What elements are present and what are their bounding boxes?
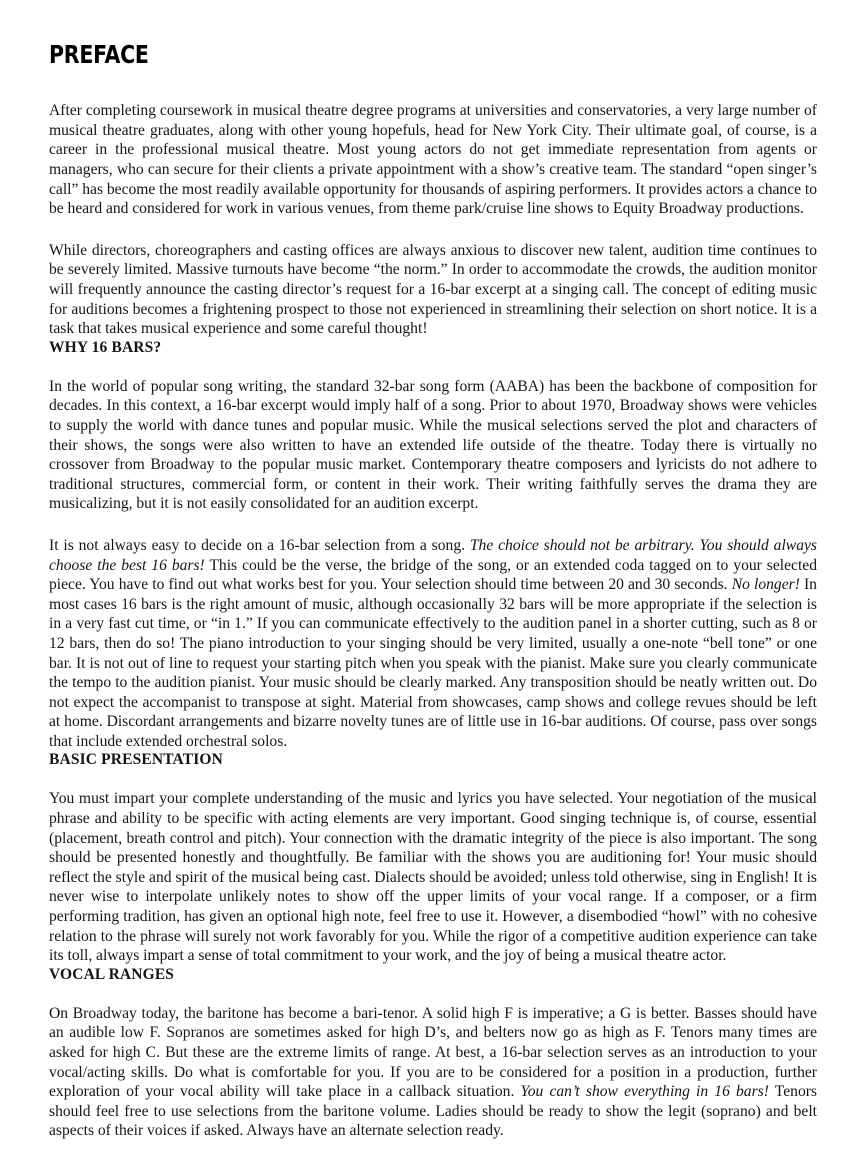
section-basic-presentation (49, 751, 817, 965)
emphasis-text: No longer! (731, 576, 800, 594)
body-text: It is not always easy to decide on a 16-bar selection from a song. (49, 536, 470, 554)
body-text: On Broadway today, the baritone has become a bari-tenor. A solid high F is imperative; a G is better. Basses should have an audible low F. Sopranos are sometimes asked for high D’s, and belters now go as high as F. Tenors many times are asked for high C. But these are the extreme limits of range. At best, a 16-bar selection serves as an introduction to your vocal/acting skills. Do what is comfortable for you. If you are to be considered for a position in a production, further exploration of your vocal ability will take place in a callback situation. (49, 1004, 817, 1101)
body-text: Tenors should feel free to use selections from the baritone volume. Ladies should be ready to show the legit (soprano) and belt aspects of their voices if asked. Always have an alternate selection ready. (49, 1083, 817, 1140)
paragraph-p1 (49, 101, 817, 219)
paragraph-p3 (49, 377, 817, 514)
body-text: In the world of popular song writing, the standard 32-bar song form (AABA) has been the backbone of composition for decades. In this context, a 16-bar excerpt would imply half of a song. Prior to about 1970, Broadway shows were vehicles to supply the world with dance tunes and popular music. While the musical selections served the plot and characters of their shows, the songs were also written to have an extended life outside of the theatre. Today there is virtually no crossover from Broadway to the popular music market. Contemporary theatre composers and lyricists do not adhere to traditional structures, commercial form, or content in their work. Their writing faithfully serves the drama they are musicalizing, but it is not easily consolidated for an audition excerpt. (49, 377, 817, 513)
body-text: This could be the verse, the bridge of the song, or an extended coda tagged on to your selected piece. You have to find out what works best for you. Your selection should time between 20 and 30 seconds. (49, 556, 818, 594)
emphasis-text: You can’t show everything in 16 bars! (520, 1083, 769, 1101)
section-intro (49, 101, 817, 339)
paragraph-p5 (49, 789, 817, 965)
paragraph-p6 (49, 1004, 817, 1141)
section-heading-vocal-ranges: VOCAL RANGES (49, 965, 175, 983)
emphasis-text: The choice should not be arbitrary. You should always choose the best 16 bars! (49, 536, 817, 574)
page-title: PREFACE (49, 40, 149, 69)
paragraph-p2 (49, 241, 817, 339)
body-text: You must impart your complete understanding of the music and lyrics you have selected. Your negotiation of the musical phrase and ability to be specific with acting elements are very important. Good singing technique is, of course, essential (placement, breath control and pitch). Your connection with the dramatic integrity of the piece is also important. The song should be presented honestly and thoughtfully. Be familiar with the shows you are auditioning for! Your music should reflect the style and spirit of the musical being cast. Dialects should be avoided; unless told otherwise, sing in English! It is never wise to interpolate unlikely notes to show off the upper limits of your vocal range. If a composer, or a firm performing tradition, has given an optional high note, feel free to use it. However, a disembodied “howl” with no cohesive relation to the phrase will surely not work favorably for you. While the rigor of a competitive audition experience can take its toll, always impart a sense of total commitment to your work, and the joy of being a musical theatre actor. (49, 790, 817, 965)
section-why-16-bars (49, 339, 817, 752)
section-heading-basic-presentation: BASIC PRESENTATION (49, 751, 223, 769)
paragraph-p4 (49, 536, 817, 752)
document-body (49, 101, 817, 1141)
section-vocal-ranges (49, 966, 817, 1141)
body-text: After completing coursework in musical theatre degree programs at universities and conservatories, a very large number of musical theatre graduates, along with other young hopefuls, head for New York City. Their ultimate goal, of course, is a career in the professional musical theatre. Most young actors do not get immediate representation from agents or managers, who can secure for their clients a private appointment with a show’s creative team. The standard “open singer’s call” has become the most readily available opportunity for thousands of aspiring performers. It provides actors a chance to be heard and considered for work in various venues, from theme park/cruise line shows to Equity Broadway productions. (49, 102, 817, 218)
section-heading-why-16-bars: WHY 16 BARS? (49, 338, 162, 356)
body-text: While directors, choreographers and casting offices are always anxious to discover new talent, audition time continues to be severely limited. Massive turnouts have become “the norm.” In order to accommodate the crowds, the audition monitor will frequently announce the casting director’s request for a 16-bar excerpt at a singing call. The concept of editing music for auditions becomes a frightening prospect to those not experienced in streamlining their selection on short notice. It is a task that takes musical experience and some careful thought! (49, 241, 817, 338)
document-content (49, 42, 817, 1141)
body-text: In most cases 16 bars is the right amount of music, although occasionally 32 bars will be more appropriate if the selection is in a very fast cut time, or “in 1.” If you can communicate effectively to the audition panel in a shorter cutting, such as 8 or 12 bars, then do so! The piano introduction to your singing should be very limited, usually a one-note “bell tone” or one bar. It is not out of line to request your starting pitch when you speak with the pianist. Make sure you clearly communicate the tempo to the audition pianist. Your music should be clearly marked. Any transposition should be neatly written out. Do not expect the accompanist to transpose at sight. Material from showcases, camp shows and college revues should be left at home. Discordant arrangements and bizarre novelty tunes are of little use in 16-bar auditions. Of course, pass over songs that include extended orchestral solos. (49, 576, 817, 750)
